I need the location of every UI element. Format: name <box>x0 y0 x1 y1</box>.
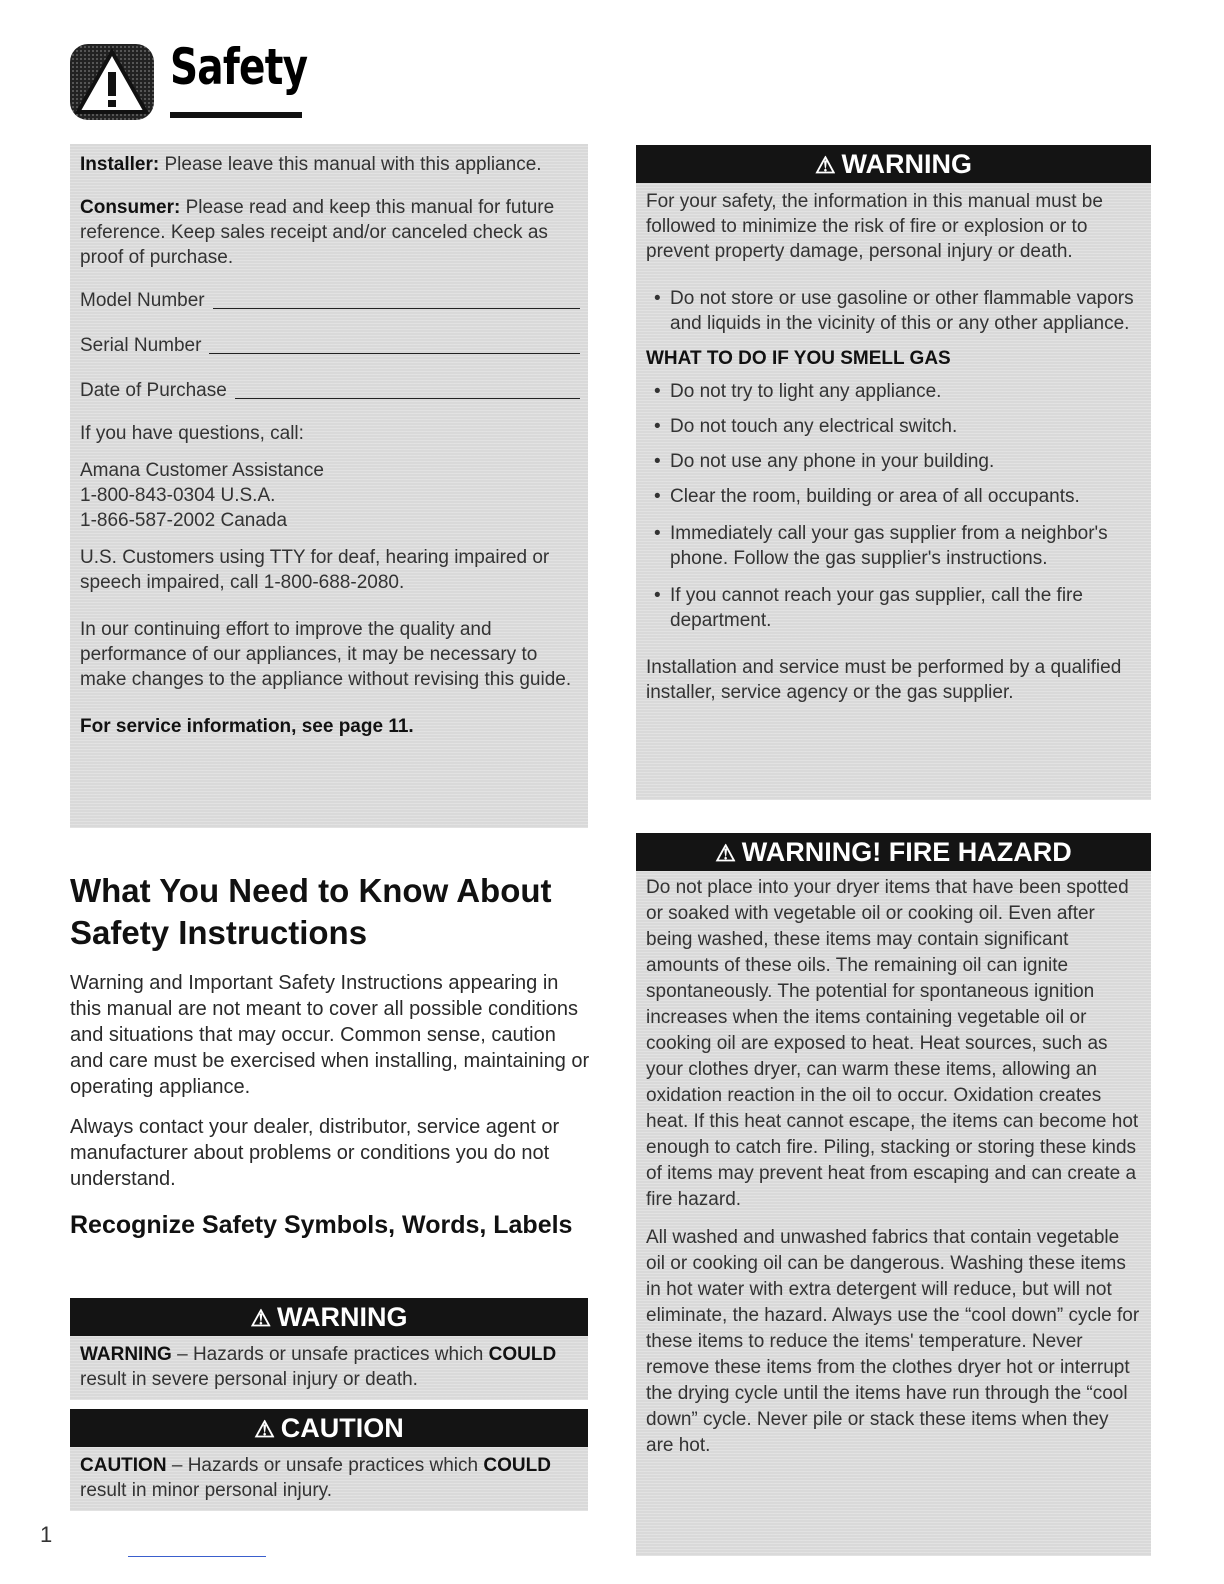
installer-info-box <box>70 144 588 828</box>
warning-icon: ⚠ <box>715 840 736 866</box>
bullet-item: • Immediately call your gas supplier from a neighbor's phone. Follow the gas supplier's instructions. <box>646 521 1141 571</box>
page-number: 1 <box>40 1522 53 1547</box>
service-info: For service information, see page 11. <box>80 716 414 737</box>
warning-triangle-icon <box>68 42 156 122</box>
serial-number-field: Serial Number <box>80 333 580 358</box>
caution-definition-header: ⚠ CAUTION <box>70 1409 588 1447</box>
bullet-flammable: • Do not store or use gasoline or other flammable vapors and liquids in the vicinity of this or any other appliance. <box>646 286 1141 336</box>
warning-icon: ⚠ <box>250 1305 272 1331</box>
warning-definition-header: ⚠ WARNING <box>70 1298 588 1336</box>
warning-definition-text: WARNING – Hazards or unsafe practices which COULD result in severe personal injury or death. <box>80 1344 557 1390</box>
bullet-item: • Do not use any phone in your building. <box>646 449 1141 474</box>
know-para-1: Warning and Important Safety Instructions appearing in this manual are not meant to cover all possible conditions and situations that may occur. Common sense, caution and care must be exercised when installing, maintaining or operating appliance. <box>70 972 590 1098</box>
phone-canada: 1-866-587-2002 Canada <box>80 510 288 531</box>
bullet-item: • Clear the room, building or area of all occupants. <box>646 484 1141 509</box>
fire-hazard-para-2: All washed and unwashed fabrics that contain vegetable oil or cooking oil can be dangerous. Washing these items in hot water with extra detergent will reduce, but will not eliminate, the hazard. Always use the “cool down” cycle for these items to reduce the items' temperature. Never remove these items from the clothes dryer hot or interrupt the drying cycle until the items have run through the “cool down” cycle. Never pile or stack these items when they are hot. <box>646 1227 1140 1456</box>
fire-hazard-header: ⚠ WARNING! FIRE HAZARD <box>636 833 1151 871</box>
installation-note: Installation and service must be performed by a qualified installer, service agency or the gas supplier. <box>646 657 1122 703</box>
know-para-2: Always contact your dealer, distributor, service agent or manufacturer about problems or conditions you do not understand. <box>70 1116 560 1190</box>
assistance-name: Amana Customer Assistance <box>80 460 324 481</box>
know-heading: What You Need to Know About Safety Instructions <box>70 872 552 951</box>
caution-icon: ⚠ <box>254 1416 275 1442</box>
model-number-field: Model Number <box>80 288 580 313</box>
bullet-item: • Do not touch any electrical switch. <box>646 414 1141 439</box>
gas-warning-intro: For your safety, the information in this manual must be followed to minimize the risk of fire or explosion or to prevent property damage, personal injury or death. <box>646 191 1103 262</box>
fire-hazard-box <box>636 833 1151 1556</box>
questions-text: If you have questions, call: <box>80 423 304 444</box>
footer-rule <box>128 1556 266 1557</box>
caution-definition-text: CAUTION – Hazards or unsafe practices which COULD result in minor personal injury. <box>80 1455 551 1501</box>
warning-icon: ⚠ <box>814 152 836 178</box>
recognize-heading: Recognize Safety Symbols, Words, Labels <box>70 1211 573 1239</box>
bullet-item: • If you cannot reach your gas supplier, call the fire department. <box>646 583 1141 633</box>
tty-note: U.S. Customers using TTY for deaf, hearing impaired or speech impaired, call 1-800-688-2080. <box>80 547 550 593</box>
caution-definition-box <box>70 1409 588 1511</box>
gas-warning-header: ⚠ WARNING <box>636 145 1151 183</box>
smell-gas-heading: WHAT TO DO IF YOU SMELL GAS <box>646 348 951 369</box>
fire-hazard-para-1: Do not place into your dryer items that have been spotted or soaked with vegetable oil or cooking oil. Even after being washed, these items may contain significant amounts of these oils. The remaining oil can ignite spontaneously. The potential for spontaneous ignition increases when the items containing vegetable oil or cooking oil are exposed to heat. Heat sources, such as your clothes dryer, can warm these items, allowing an oxidation reaction in the oil to occur. Oxidation creates heat. If this heat cannot escape, the items can become hot enough to catch fire. Piling, stacking or storing these kinds of items may prevent heat from escaping and can create a fire hazard. <box>646 877 1139 1210</box>
phone-us: 1-800-843-0304 U.S.A. <box>80 485 276 506</box>
know-section <box>70 870 590 1242</box>
improvement-note: In our continuing effort to improve the quality and performance of our appliances, it may be necessary to make changes to the appliance without revising this guide. <box>80 619 572 690</box>
consumer-note: Consumer: Please read and keep this manual for future reference. Keep sales receipt and/or canceled check as proof of purchase. <box>80 197 555 268</box>
warning-definition-box <box>70 1298 588 1400</box>
bullet-item: • Do not try to light any appliance. <box>646 379 1141 404</box>
header <box>68 36 328 126</box>
page-title: Safety <box>170 38 308 96</box>
title-underline <box>170 112 302 118</box>
date-of-purchase-field: Date of Purchase <box>80 378 580 403</box>
installer-note: Installer: Please leave this manual with this appliance. <box>80 154 542 175</box>
gas-warning-box <box>636 145 1151 800</box>
